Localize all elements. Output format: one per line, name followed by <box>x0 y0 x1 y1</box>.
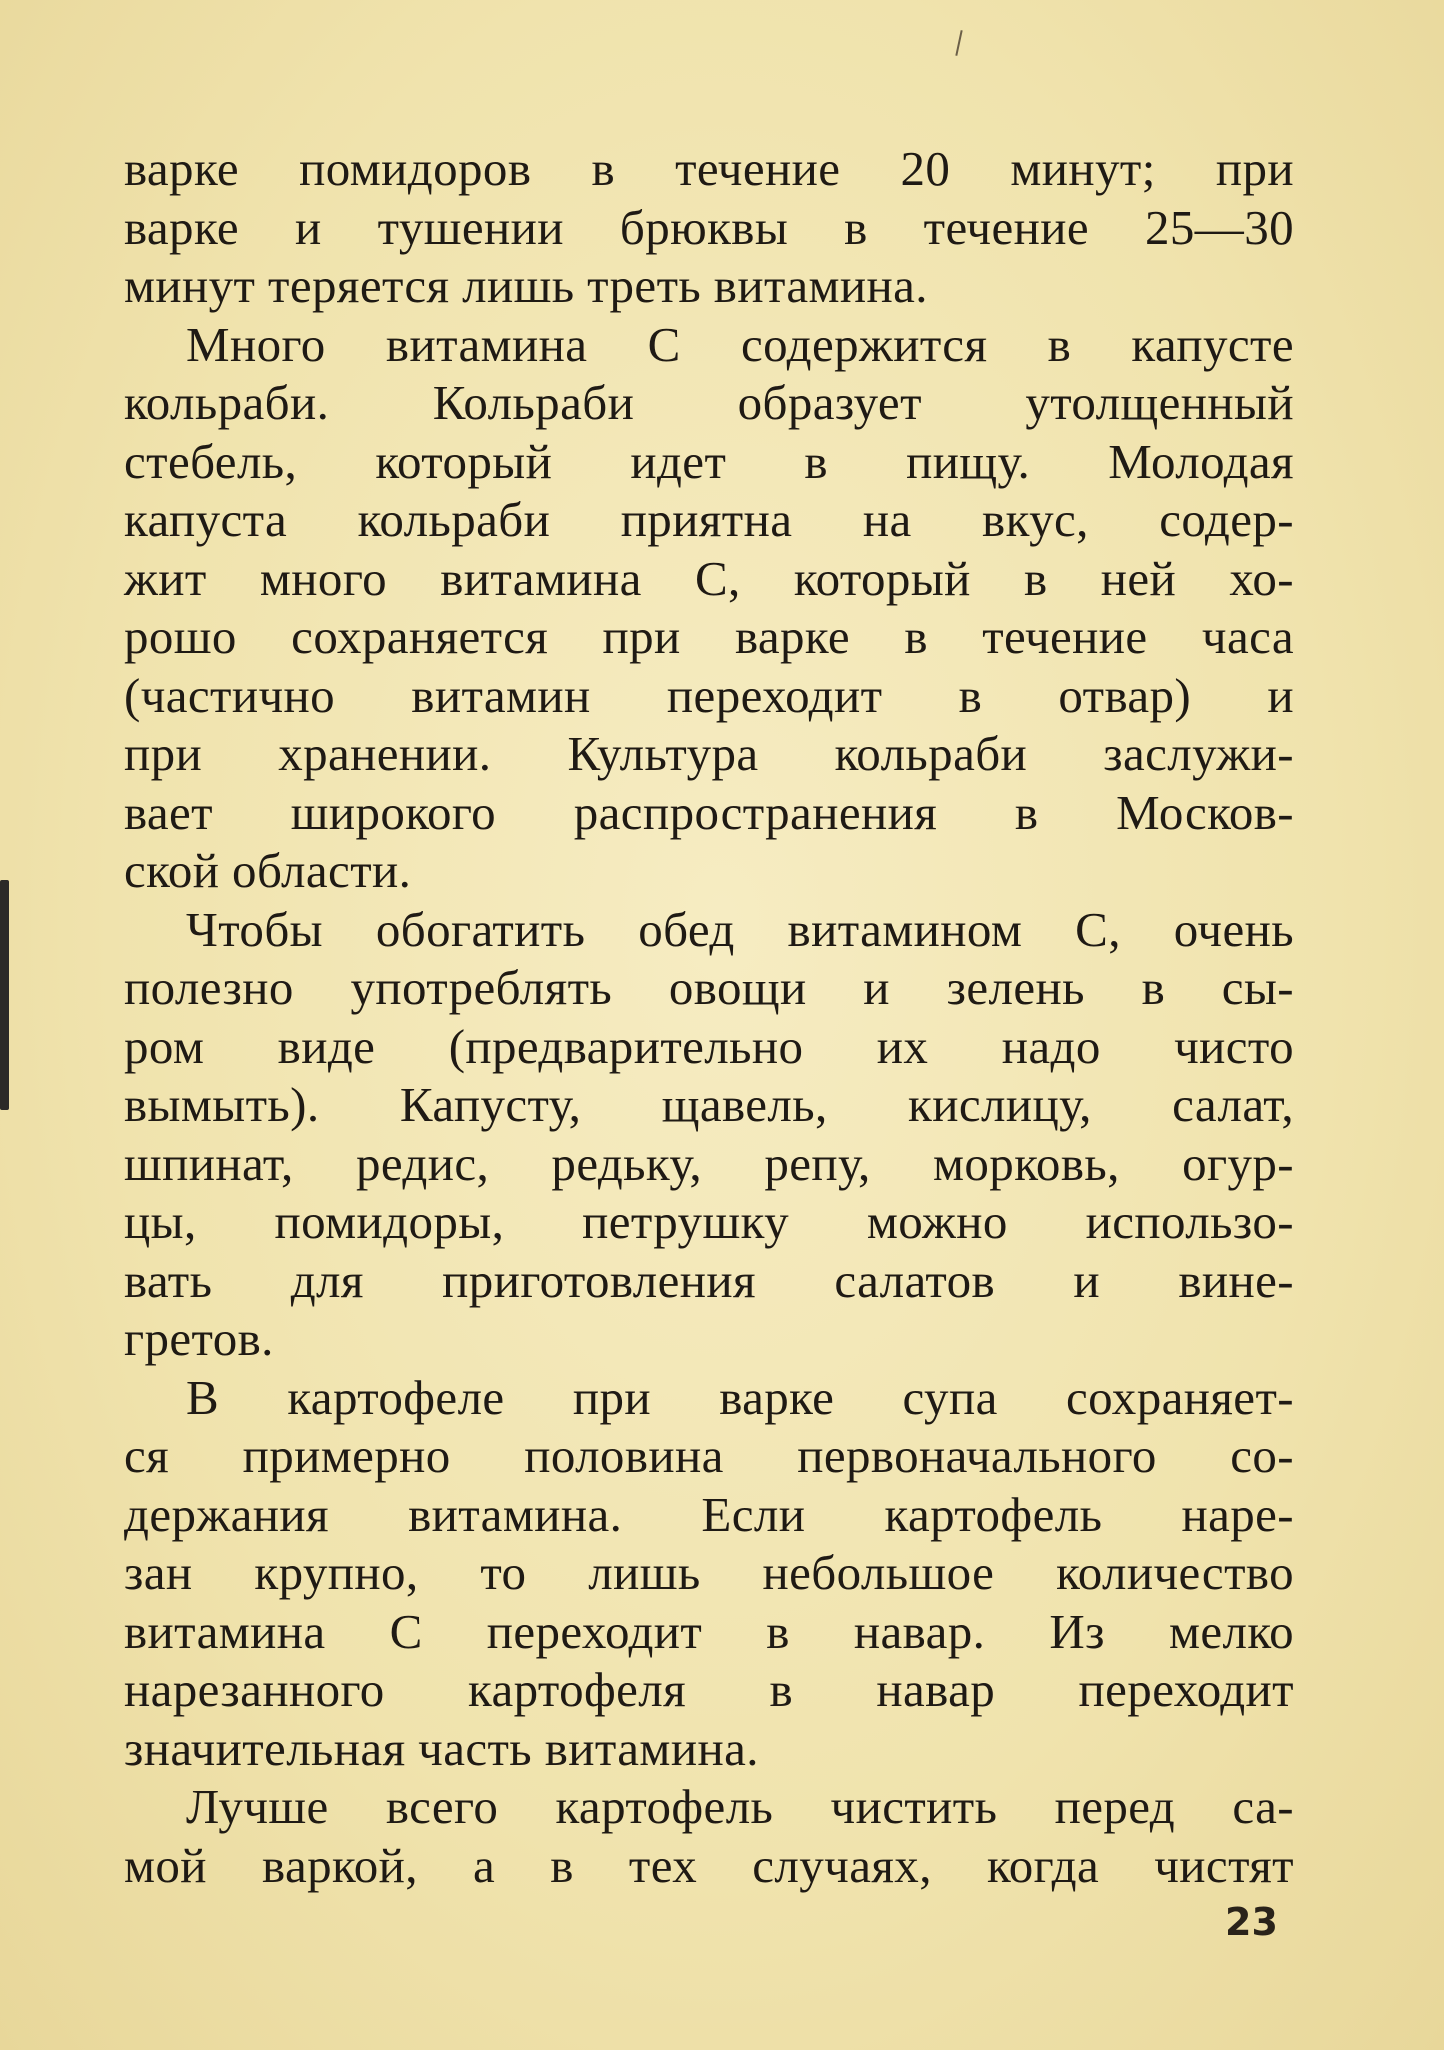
text-line: ской области. <box>124 843 412 898</box>
text-line: ся примерно половина первоначального со- <box>124 1428 1294 1483</box>
text-line: ром виде (предварительно их надо чисто <box>124 1018 1294 1074</box>
text-line: Лучше всего картофель чистить перед са- <box>186 1779 1294 1834</box>
text-line: при хранении. Культура кольраби заслужи- <box>124 726 1294 781</box>
paragraph-2 <box>124 316 1294 901</box>
text-line: витамина С переходит в навар. Из мелко <box>124 1603 1294 1659</box>
text-line: цы, помидоры, петрушку можно использо- <box>124 1194 1294 1249</box>
page-number: 23 <box>1225 1900 1278 1944</box>
text-line: держания витамина. Если картофель наре- <box>124 1486 1294 1542</box>
paragraph-5 <box>124 1778 1294 1895</box>
text-line: варке помидоров в течение 20 минут; при <box>124 141 1294 196</box>
paragraph-4 <box>124 1369 1294 1779</box>
text-line: шпинат, редис, редьку, репу, морковь, огур- <box>124 1135 1294 1191</box>
text-line: кольраби. Кольраби образует утолщенный <box>124 375 1294 430</box>
text-line: вает широкого распространения в Москов- <box>124 784 1294 840</box>
paragraph-1 <box>124 140 1294 316</box>
text-line: зан крупно, то лишь небольшое количество <box>124 1545 1294 1600</box>
text-line: Много витамина С содержится в капусте <box>186 316 1294 372</box>
text-line: значительная часть витамина. <box>124 1720 759 1776</box>
text-line: полезно употреблять овощи и зелень в сы- <box>124 960 1294 1015</box>
binding-edge-mark <box>0 880 9 1110</box>
text-line: капуста кольраби приятна на вкус, содер- <box>124 492 1294 547</box>
text-line: нарезанного картофеля в навар переходит <box>124 1662 1294 1717</box>
text-line: гретов. <box>124 1311 274 1366</box>
paragraph-3 <box>124 901 1294 1369</box>
text-line: вымыть). Капусту, щавель, кислицу, салат, <box>124 1077 1294 1132</box>
text-line: стебель, который идет в пищу. Молодая <box>124 433 1294 489</box>
text-line: Чтобы обогатить обед витамином С, очень <box>186 901 1294 957</box>
body-text <box>124 140 1294 1895</box>
text-line: варке и тушении брюквы в течение 25—30 <box>124 199 1294 255</box>
text-line: минут теряется лишь треть витамина. <box>124 258 928 313</box>
text-line: вать для приготовления салатов и вине- <box>124 1252 1294 1308</box>
text-line: рошо сохраняется при варке в течение часа <box>124 609 1294 664</box>
text-line: (частично витамин переходит в отвар) и <box>124 667 1294 723</box>
text-line: мой варкой, а в тех случаях, когда чистят <box>124 1837 1294 1893</box>
stray-pen-mark <box>955 30 962 56</box>
text-line: В картофеле при варке супа сохраняет- <box>186 1369 1294 1425</box>
text-line: жит много витамина С, который в ней хо- <box>124 550 1294 606</box>
